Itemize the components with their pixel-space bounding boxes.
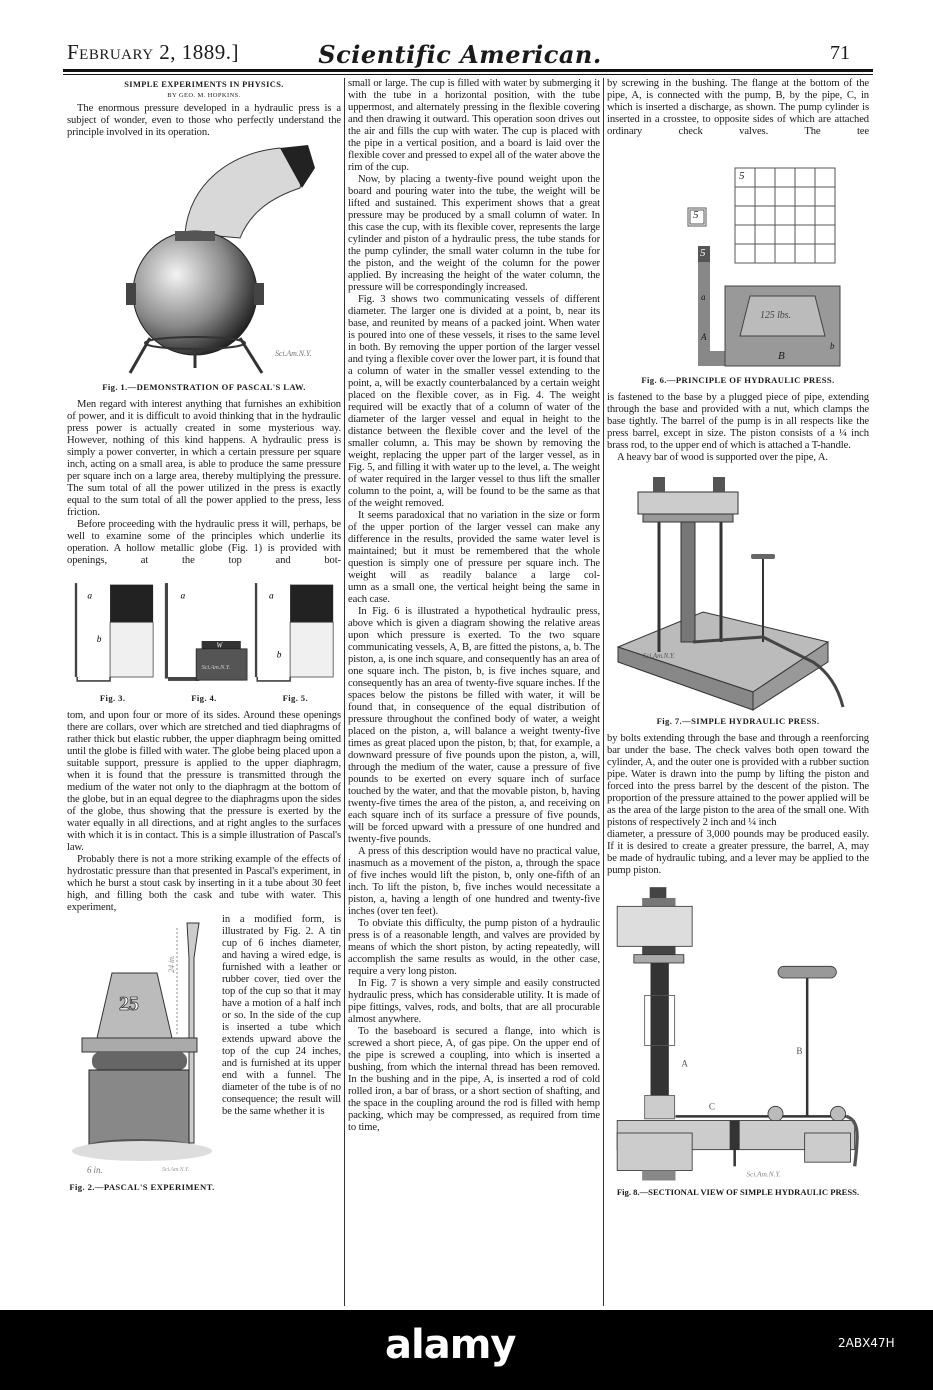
large-weight-label: 125 lbs. bbox=[760, 310, 791, 321]
paragraph: diameter, a pressure of 3,000 pounds may be produced easily. If it is desired to create a greater pressure, the barrel, A, may be made of hydraulic tubing, and a lever may be applied to the pump piston. bbox=[607, 829, 869, 876]
paragraph: In Fig. 6 is illustrated a hypothetical hydraulic press, above which is given a diagram showing the relative areas upon which pressure is exerted. To the two square communicating vessels, A, B, are fitted the pistons, a, b. The piston, a, is one inch square, and consequently has an area of one square inch. The piston, b, is five inches square, and consequently has an area of twenty-five square inches. If the spaces below the pistons be filled with water, it will be found that, in consequence of the equal distribution of bbox=[348, 606, 600, 713]
column-divider bbox=[344, 78, 345, 1306]
piston-a-label: a bbox=[701, 292, 706, 302]
paragraph: in a modified form, is illustrated by Fig. 2. A tin cup of 6 inches diameter, and having a wired edge, is furnished with a leather or rubber cover, tied over the top of the cup so that it may have a motion of a half inch or so. In the side of the cup is inserted a tube which extends upward above the top of the cup 24 inches, and is furnished at its upper end with a funnel. The diameter of the tube is of no consequence; the result will be the same whether it is bbox=[222, 914, 341, 1117]
paragraph: To the baseboard is secured a flange, into which is screwed a short piece, A, of gas pipe. On the upper end of the pipe is screwed a coupling, into which is inserted a bushing, from which the internal thread has been removed. In the bushing and in the pipe, A, is inserted a rod of cold rolled iron, a bar of brass, or a short section of shafting, and the space in the coupling around the rod is filled with hemp packing, which may be compressed, as required from time to time, bbox=[348, 1026, 600, 1133]
paragraph: by screwing in the bushing. The flange at the bottom of the pipe, A, is connected with the pump, B, by the pipe, C, in which is inserted a discharge, as shown. The pump cylinder is inserted in a crosstee, to opposite sides of which are attached ordinary check valves. The tee bbox=[607, 78, 869, 137]
paragraph: is fastened to the base by a plugged piece of pipe, extending through the base and provided with a nut, which clamps the base tightly. The barrel of the pump is in all respects like the press barrel, except in size. The piston consists of a ¼ inch brass rod, to the upper end of which is attached a T-handle. bbox=[607, 392, 869, 451]
paragraph: In Fig. 7 is shown a very simple and easily constructed hydraulic press, which has considerable utility. It is made of pipe fittings, valves, rods, and bolts, that are all procurable almost anywhere. bbox=[348, 978, 600, 1025]
engraver-mark: Sci.Am.N.Y. bbox=[275, 349, 312, 358]
figure-2-wrapper bbox=[67, 914, 217, 1199]
header-rule-thin bbox=[63, 74, 873, 75]
paragraph: Probably there is not a more striking example of the effects of hydrostatic pressure than that presented in Pascal's experiment, in which he burst a stout cask by inserting in it a tube about 30 feet high, and filling both the cask and tube with water. This experiment, bbox=[67, 854, 341, 913]
fig5-label-b: b bbox=[276, 650, 282, 661]
vessel-b-label: B bbox=[778, 350, 785, 362]
article-byline: BY GEO. M. HOPKINS. bbox=[167, 92, 241, 99]
figure-7-caption: Fig. 7.—SIMPLE HYDRAULIC PRESS. bbox=[656, 716, 820, 726]
grid-label: 5 bbox=[739, 170, 745, 182]
masthead-title: Scientific American. bbox=[318, 40, 602, 69]
fig3-label-a: a bbox=[87, 591, 92, 602]
piston-b-label: b bbox=[830, 341, 835, 351]
paragraph: Now, by placing a twenty-five pound weight upon the board and pouring water into the tube, the weight will be lifted and sustained. This experiment shows that a great pressure may be produced by a small column of water. In this case the cup, with its flexible cover, represents the large cylinder and piston of a hydraulic press, the tube stands for the pump cylinder, the small water column in the tube for the piston, and the weight of the column for the power applied. By increasing the height of the water column, the pressure will be correspondingly increased. bbox=[348, 174, 600, 293]
header-rule bbox=[63, 69, 873, 72]
label-b: B bbox=[796, 1045, 803, 1056]
figure-2-caption: Fig. 2.—PASCAL'S EXPERIMENT. bbox=[69, 1182, 215, 1192]
figure-6-caption: Fig. 6.—PRINCIPLE OF HYDRAULIC PRESS. bbox=[641, 375, 835, 385]
column-1 bbox=[67, 79, 341, 1199]
figure-1-globe bbox=[90, 143, 330, 378]
engraver-mark: Sci.Am.N.Y. bbox=[162, 1167, 190, 1173]
small-square-label: 5 bbox=[693, 209, 699, 221]
column-divider bbox=[603, 78, 604, 1306]
figure-1-caption: Fig. 1.—DEMONSTRATION OF PASCAL'S LAW. bbox=[102, 382, 306, 392]
paragraph: Fig. 3 shows two communicating vessels of different diameter. The larger one is divided at a point, b, near its base, and reunited by means of a packed joint. When water is poured into one of these vessels, it rises to the same level in both. By removing the upper portion of the larger vessel and tying a flexible cover over the lower part, it is found that a column of water in the smaller vessel extending to the point, a, will be exactly counterbalanced by a certain weight placed on the flexible cover, as in Fig. 4. The weight required will be exactly that of a column of water of the diameter of the larger vessel and equal in height to the distance between the flexible cover and the level of the smaller column, a. This may be shown by removing the weight, replacing the upper part of the larger vessel, as in Fig. 5, and filling it with water up to the level, a. The weight of water required in the larger vessel to thus lift the smaller column to the point, a, will be found to be the same as that of the weight removed. bbox=[348, 294, 600, 509]
paragraph: A press of this description would have no practical value, inasmuch as a movement of the piston, a, through the space of five inches would lift the piston, b, only one-fifth of an inch. To lift the piston, b, five inches would necessitate a piston, a, having a length of one hundred and twenty-five inches (over ten feet). bbox=[348, 846, 600, 917]
figure-4-vessels bbox=[165, 583, 247, 681]
engraver-mark: Sci.Am.N.Y. bbox=[201, 664, 231, 672]
article-title: SIMPLE EXPERIMENTS IN PHYSICS. bbox=[124, 80, 284, 89]
figure-3-caption: Fig. 3. bbox=[99, 693, 126, 703]
paragraph: tom, and upon four or more of its sides. Around these openings there are collars, over which are stretched and tied diaphragms of rather thick but elastic rubber, the upper diaphragm being omitted until the globe is filled with water. The globe being placed upon a suitable support, pressure is applied to the upper diaphragm, when it is found that the pressure is transmitted through the medium of the water not only to the diaphragm at the bottom of the globe, but in an equal degree to the diaphragms upon the sides of the globe, thus showing that the pressure is exerted by the water equally in all directions, and at right angles to the surfaces with which it is in contact. This is a simple illustration of Pascal's law. bbox=[67, 710, 341, 853]
fig4-label-a: a bbox=[180, 591, 186, 602]
figure-4-caption: Fig. 4. bbox=[191, 693, 217, 703]
watermark-band bbox=[0, 1310, 933, 1390]
figure-6-diagram bbox=[680, 146, 860, 371]
figure-7-press bbox=[613, 472, 863, 712]
paragraph: by bolts extending through the base and through a reenforcing bar under the base. The check valves both open toward the cylinder, A, and the outer one is provided with a rubber suction pipe. Water is drawn into the pump by lifting the piston and forced into the press barrel by the descent of the piston. The proportion of the pressure attained to the power applied will be as the area of the large piston to the area of the small one. With pistons of respectively 2 inch and ¼ inch bbox=[607, 733, 869, 828]
height-label: 24 in. bbox=[166, 955, 176, 973]
column-2 bbox=[348, 78, 600, 1134]
figure-5-caption: Fig. 5. bbox=[282, 693, 309, 703]
engraver-mark: Sci.Am.N.Y. bbox=[746, 1169, 781, 1179]
paragraph: It seems paradoxical that no variation in the size or form of the upper portion of the larger vessel can make any difference in the results, provided the same water level is maintained; but it must be remembered that the whole question is simply one of pressure per square inch. The weight will as readily balance a large col- bbox=[348, 510, 600, 581]
figures-3-4-5-captions bbox=[67, 689, 341, 710]
paragraph: umn as a small one, the vertical height being the same in each case. bbox=[348, 582, 600, 605]
article-intro: The enormous pressure developed in a hydraulic press is a subject of wonder, even to those who perfectly understand the principle involved in its operation. bbox=[67, 103, 341, 138]
fig3-label-b: b bbox=[96, 634, 102, 645]
paragraph: small or large. The cup is filled with water by submerging it with the tube in a horizontal position, with the tube uppermost, and alternately pressing in the flexible covering and then drawing it outward. This operation soon drives out the air and fills the cup with water. The cup is placed with the pipe in a vertical position, and a board is laid over the flexible cover and pressed to expel all of the water above the rim of the cup. bbox=[348, 78, 600, 173]
figure-2-pascal-cup bbox=[67, 918, 217, 1178]
column-3 bbox=[607, 78, 869, 1204]
paragraph: Before proceeding with the hydraulic press it will, perhaps, be well to examine some of the principles which underlie its operation. A hollow metallic globe (Fig. 1) is provided with openings, at the top and bot- bbox=[67, 519, 341, 566]
fig5-label-a: a bbox=[268, 591, 274, 602]
image-id: 2ABX47H bbox=[838, 1336, 895, 1350]
label-c: C bbox=[708, 1101, 715, 1112]
figures-3-4-5 bbox=[67, 575, 341, 689]
paragraph: A heavy bar of wood is supported over the pipe, A. bbox=[617, 452, 828, 463]
weight-label: 25 bbox=[119, 993, 139, 1015]
figure-8-caption: Fig. 8.—SECTIONAL VIEW OF SIMPLE HYDRAULIC PRESS. bbox=[616, 1187, 860, 1197]
width-label: 6 in. bbox=[87, 1165, 103, 1175]
paragraph: pressure throughout the confined body of water, a weight placed on the piston, a, will balance a weight twenty-five times as great placed upon the piston, b; that, for example, a downward pressure of five pounds upon the piston, a, will, through the medium of the water, cause a pressure of five pounds to be exerted on every square inch of surface touched by the water, and that the movable piston, b, having twenty-five times the area of the piston, a, and receiving on each square inch of its surface a pressure of five pounds, will be forced upward with a pressure of one hundred and twenty-five pounds. bbox=[348, 714, 600, 845]
vessel-a-label: A bbox=[701, 332, 707, 342]
issue-date: February 2, 1889.] bbox=[67, 40, 240, 64]
small-weight-label: 5 bbox=[700, 247, 706, 259]
figure-8-sectional-press bbox=[607, 883, 869, 1183]
paragraph: Men regard with interest anything that furnishes an exhibition of power, and it is difficult to avoid thinking that in the hydraulic press power is actually created in some mysterious way. However, nothing of this kind happens. A hydraulic press is simply a power converter, in which a certain pressure per square inch, acting on a small area, is able to produce the same pressure per square inch on a large area, thereby multiplying the pressure. The sum total of all the power utilized in the press is exactly equal to the sum total of all the power applied to the press, less friction. bbox=[67, 399, 341, 518]
page-number: 71 bbox=[830, 42, 850, 64]
alamy-logo: alamy bbox=[385, 1322, 516, 1368]
fig4-label-w: W bbox=[216, 641, 223, 650]
figure-3-vessels bbox=[75, 583, 153, 681]
figure-5-vessels bbox=[255, 583, 333, 681]
label-a: A bbox=[681, 1058, 688, 1069]
paragraph: To obviate this difficulty, the pump piston of a hydraulic press is of a reasonable length, and valves are provided by means of which the short piston, by acting repeatedly, will accomplish the same results as would, in the other case, require a very long piston. bbox=[348, 918, 600, 977]
engraver-mark: Sci.Am.N.Y. bbox=[643, 652, 675, 660]
